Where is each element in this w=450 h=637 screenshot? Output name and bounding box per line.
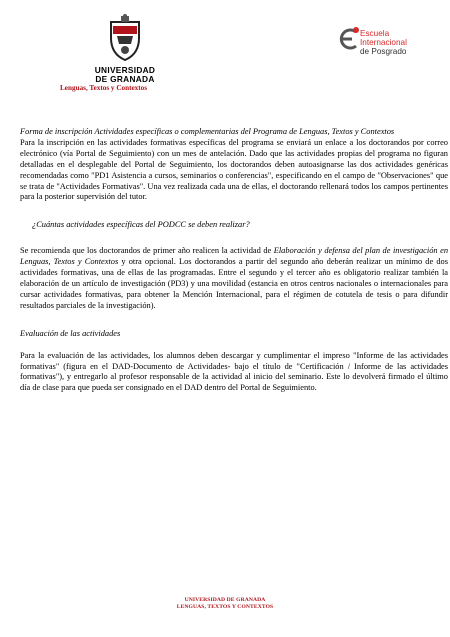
school-logo <box>338 22 438 72</box>
school-name-prefix: de <box>360 47 370 57</box>
section2-body-part2: y otra opcional. Los doctorandos a partir del segundo año deberán realizar un mínimo de dos actividades formativas, una de ellas de las programadas. Entre el segundo y el tercer año es obligatorio realizar también la elaboración de un artículo de investigación (PD3) y una movilidad (estancia en otros centros nacionales o internacionales para cursar actividades formativas, para obtener la Mención Internacional, para el régimen de cotutela de tesis o para difundir resultados parciales de la investigación). <box>20 257 448 310</box>
school-name-accent: Posgrado <box>371 47 407 57</box>
university-logo <box>80 14 170 94</box>
section2-question: ¿Cuántas actividades específicas del PODCC se deben realizar? <box>32 220 250 230</box>
section2-body <box>20 246 448 311</box>
section2-body-part1: Se recomienda que los doctorandos de primer año realicen la actividad de <box>20 246 274 256</box>
section1-title: Forma de inscripción Actividades específicas o complementarias del Programa de Lenguas, Textos y Contextos <box>20 127 395 136</box>
section3-title: Evaluación de las actividades <box>20 328 121 338</box>
document-body <box>20 127 448 394</box>
spacer <box>20 312 448 329</box>
section1-body: Para la inscripción en las actividades formativas específicas del programa se enviará un enlace a los doctorandos por correo electrónico (vía Portal de Seguimiento) con un mes de antelación. Dado que las actividades propias del programa no figuran detalladas en el desplegable del Portal de Seguimiento, los doctorandos deben autoasignarse las dos actividades genéricas recomendadas como "PD1 Asistencia a cursos, seminarios o conferencias", especificando en el campo de "Observaciones" que se trata de "Actividades Formativas". Una vez realizada cada una de ellas, el doctorando rellenará todos los campos pertinentes para la posterior supervisión del tutor. <box>20 137 448 202</box>
university-name <box>80 66 170 84</box>
footer-line1: UNIVERSIDAD DE GRANADA <box>184 597 266 603</box>
section2-body-italic: Elaboración y defensa del plan de investigación en Lenguas, Textos y Contextos <box>20 246 449 267</box>
school-name-line2: Internacional <box>360 38 407 48</box>
granada-crest-icon <box>105 14 145 64</box>
school-name <box>360 29 407 57</box>
school-name-line3 <box>360 47 407 56</box>
spacer-small <box>20 340 448 351</box>
university-name-line1: UNIVERSIDAD <box>94 65 156 75</box>
footer-line2: LENGUAS, TEXTOS Y CONTEXTOS <box>176 603 274 610</box>
section3-body: Para la evaluación de las actividades, los alumnos deben descargar y cumplimentar el impreso "Informe de las actividades formativas" (figura en el DAD-Documento de Actividades- bajo el título de "Certificación / Informe de las actividades formativas"), y entregarlo al profesor responsable de la actividad al inicio del seminario. Este lo devolverá firmado el último día de clase para que pueda ser consignado en el DAD dentro del Portal de Seguimiento. <box>20 350 448 393</box>
page-footer <box>0 597 450 610</box>
school-emblem-icon <box>338 26 360 52</box>
school-name-line1: Escuela <box>360 29 390 38</box>
university-name-line2: DE GRANADA <box>95 74 155 84</box>
program-name: Lenguas, Textos y Contextos <box>60 84 148 92</box>
